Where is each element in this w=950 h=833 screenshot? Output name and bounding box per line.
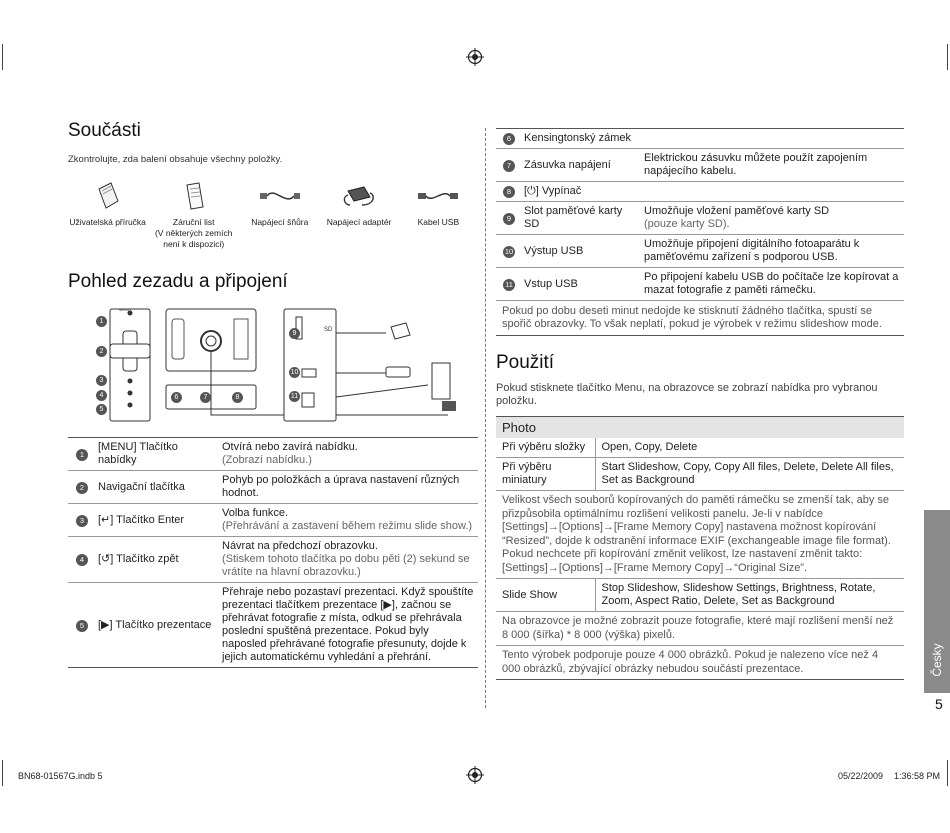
usage-title: Použití: [496, 352, 555, 373]
connectors-table: [496, 128, 904, 301]
photo-menu-table: [496, 438, 904, 491]
photo-menu-header: Photo: [496, 416, 904, 438]
item-name: Výstup USB: [522, 235, 642, 268]
table-row: [68, 504, 478, 537]
diagram-callout-2: 2: [96, 346, 107, 357]
rear-panel-illustration: [68, 307, 478, 429]
diagram-callout-5: 5: [96, 404, 107, 415]
crop-mark: [2, 44, 3, 70]
item-number: 5: [76, 620, 88, 632]
item-desc: Volba funkce.: [222, 507, 289, 519]
table-row: [496, 458, 904, 491]
table-row: [496, 438, 904, 458]
item-desc: Po připojení kabelu USB do počítače lze kopírovat a mazat fotografie z paměti rámečku.: [642, 268, 904, 301]
right-column: [496, 128, 904, 680]
item-name: [↵] Tlačítko Enter: [96, 504, 220, 537]
manual-icon: [68, 179, 147, 213]
registration-mark-icon: [466, 48, 484, 66]
item-number: 6: [503, 133, 515, 145]
component-item: [240, 179, 319, 259]
crop-mark: [2, 760, 3, 786]
diagram-callout-1: 1: [96, 316, 107, 327]
item-name: Vstup USB: [522, 268, 642, 301]
item-name: [↺] Tlačítko zpět: [96, 537, 220, 583]
item-desc: Elektrickou zásuvku můžete použít zapojením napájecího kabelu.: [642, 149, 904, 182]
diagram-callout-9: 9: [289, 328, 300, 339]
item-note: (Stiskem tohoto tlačítka po dobu pěti (2) sekund se vrátíte na hlavní obrazovku.): [222, 553, 470, 578]
components-list: [68, 179, 478, 259]
usage-description: Pokud stisknete tlačítko Menu, na obrazovce se zobrazí nabídka pro vybranou položku.: [496, 382, 878, 407]
footer-date: 05/22/2009: [838, 771, 884, 781]
item-desc: Přehraje nebo pozastaví prezentaci. Když spouštíte prezentaci tlačítkem prezentace [▶], začnou se přehrávat fotografie z místa, odkud se přehrávala poslední spuštěná prezentace. Pokud byly naposled přehrávané fotografie přesunuty, dojde k jejich automatickému vyhledání a přehrání.: [222, 586, 474, 663]
power-cord-icon: [240, 179, 319, 213]
item-number: 10: [504, 246, 514, 256]
menu-context: Při výběru miniatury: [496, 458, 595, 491]
diagram-callout-7: 7: [200, 392, 211, 403]
table-row: [68, 438, 478, 471]
diagram-callout-11: 11: [290, 393, 299, 400]
language-label: Česky: [930, 643, 944, 677]
component-sublabel: (V některých zemích není k dispozici): [154, 228, 233, 249]
components-note: Zkontrolujte, zda balení obsahuje všechny položky.: [68, 154, 283, 165]
table-row: [496, 579, 904, 612]
registration-mark-icon: [466, 766, 484, 784]
component-label: Záruční list: [172, 217, 215, 227]
table-row: [496, 235, 904, 268]
item-number: 1: [76, 449, 88, 461]
item-number: 11: [503, 279, 515, 291]
item-number: 8: [503, 186, 515, 198]
diagram-callout-6: 6: [171, 392, 182, 403]
usb-cable-icon: [399, 179, 478, 213]
slideshow-menu-table: [496, 579, 904, 612]
sd-slot-label: SD: [324, 327, 333, 333]
crop-mark: [947, 760, 948, 786]
component-label: Napájecí šňůra: [251, 217, 309, 227]
table-row: [496, 202, 904, 235]
language-tab: [924, 510, 950, 693]
menu-options: Stop Slideshow, Slideshow Settings, Brightness, Rotate, Zoom, Aspect Ratio, Delete, Set as Background: [595, 579, 904, 612]
diagram-callout-3: 3: [96, 375, 107, 386]
warranty-card-icon: [147, 179, 240, 213]
resize-note: Velikost všech souborů kopírovaných do paměti rámečku se zmenší tak, aby se přizpůsobila optimálnímu rozlišení velikosti panelu. Je-li v nabídce [Settings]→[Options]→[Frame Memory Copy] nastavena možnost kopírování “Resized”, dojde k odstranění informace EXIF (exchangeable image file format). Pokud nechcete při kopírování změnit velikost, lze nastavení změnit takto: [Settings]→[Options]→[Frame Memory Copy]→“Original Size”.: [496, 491, 904, 579]
footer-file: BN68-01567G.indb 5: [18, 771, 103, 781]
rear-view-diagram: [68, 307, 478, 429]
item-name: Slot paměťové karty SD: [522, 202, 642, 235]
crop-mark: [947, 44, 948, 70]
component-label: Kabel USB: [417, 217, 460, 227]
table-row: [68, 583, 478, 668]
page-number: 5: [935, 696, 943, 712]
component-label: Napájecí adaptér: [326, 217, 392, 227]
item-number: 2: [76, 482, 88, 494]
menu-label: MENU: [119, 307, 131, 312]
column-divider: [485, 128, 486, 708]
table-row: [496, 268, 904, 301]
image-limit-note: Tento výrobek podporuje pouze 4 000 obrázků. Pokud je nalezeno více než 4 000 obrázků, zbývající obrázky nebudou součástí prezentace.: [496, 646, 904, 680]
component-item: [68, 179, 147, 259]
power-adapter-icon: [319, 179, 398, 213]
item-name: Zásuvka napájení: [522, 149, 642, 182]
menu-options: Open, Copy, Delete: [595, 438, 904, 458]
table-row: [496, 129, 904, 149]
item-name: Kensingtonský zámek: [522, 129, 904, 149]
item-number: 7: [503, 160, 515, 172]
table-row: [496, 149, 904, 182]
item-note: (pouze karty SD).: [644, 218, 730, 230]
component-item: [399, 179, 478, 259]
rear-view-title: Pohled zezadu a připojení: [68, 271, 288, 292]
item-desc: Umožňuje připojení digitálního fotoaparátu k paměťovému zařízení s podporou USB.: [642, 235, 904, 268]
diagram-callout-8: 8: [232, 392, 243, 403]
component-label: Uživatelská příručka: [69, 217, 146, 227]
item-note: (Přehrávání a zastavení během režimu slide show.): [222, 520, 473, 532]
item-number: 3: [76, 515, 88, 527]
item-desc: Pohyb po položkách a úprava nastavení různých hodnot.: [222, 474, 460, 499]
item-desc: Otvírá nebo zavírá nabídku.: [222, 441, 358, 453]
item-name: [▶] Tlačítko prezentace: [96, 583, 220, 668]
menu-context: Při výběru složky: [496, 438, 595, 458]
item-desc: Návrat na předchozí obrazovku.: [222, 540, 378, 552]
table-row: [68, 471, 478, 504]
screensaver-note: Pokud po dobu deseti minut nedojde ke stisknutí žádného tlačítka, spustí se spořič obrazovky. To však neplatí, pokud je výrobek v režimu slideshow mode.: [496, 301, 904, 336]
item-name: Navigační tlačítka: [96, 471, 220, 504]
rear-controls-table: [68, 437, 478, 668]
table-row: [496, 182, 904, 202]
components-title: Součásti: [68, 120, 141, 141]
menu-options: Start Slideshow, Copy, Copy All files, Delete, Delete All files, Set as Background: [595, 458, 904, 491]
table-row: [68, 537, 478, 583]
item-desc: Umožňuje vložení paměťové karty SD: [644, 205, 830, 217]
diagram-callout-10: 10: [290, 369, 299, 376]
left-column: [68, 120, 478, 668]
item-name: [⏻] Vypínač: [522, 182, 904, 202]
resolution-note: Na obrazovce je možné zobrazit pouze fotografie, které mají rozlišení menší než 8 000 (šířka) * 8 000 (výška) pixelů.: [496, 612, 904, 646]
item-name: [MENU] Tlačítko nabídky: [96, 438, 220, 471]
item-note: (Zobrazí nabídku.): [222, 454, 312, 466]
item-number: 4: [76, 554, 88, 566]
component-item: [319, 179, 398, 259]
menu-context: Slide Show: [496, 579, 595, 612]
item-number: 9: [503, 213, 515, 225]
footer-time: 1:36:58 PM: [894, 771, 941, 781]
diagram-callout-4: 4: [96, 390, 107, 401]
component-item: [147, 179, 240, 259]
